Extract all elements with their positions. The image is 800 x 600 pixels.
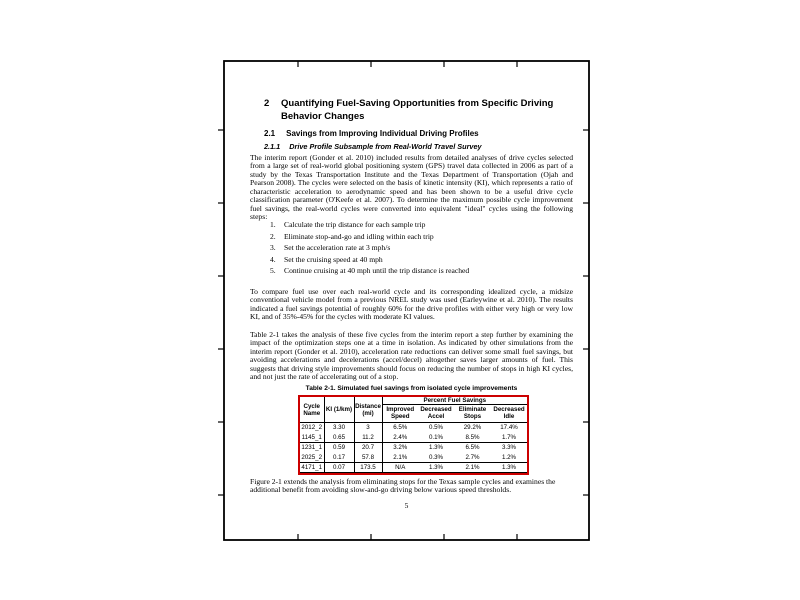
col-header-eliminate-stops: Eliminate Stops xyxy=(458,406,487,420)
subsubsection-number: 2.1.1 xyxy=(264,142,281,151)
subsection-number: 2.1 xyxy=(264,129,276,138)
table-caption: Table 2-1. Simulated fuel savings from isolated cycle improvements xyxy=(305,385,518,392)
list-item: 5. Continue cruising at 40 mph until the trip distance is reached xyxy=(270,266,470,276)
report-page xyxy=(224,61,589,540)
list-item: 4. Set the cruising speed at 40 mph xyxy=(270,254,383,264)
col-header-decreased-accel: Decreased Accel xyxy=(420,406,452,420)
paragraph-intro: The interim report (Gonder et al. 2010) included results from detailed analyses of drive cycles selected from a large set of real-world global positioning system (GPS) travel data collected in 2006 as part of a study by the Texas Transportation Institute and the Texas Department of Transportation (Ojah and Pearson 2008). The cycles were selected on the basis of kinetic intensity (KI), which represents a ratio of characteristic acceleration to aerodynamic speed and has been shown to be a useful drive cycle classification parameter (O'Keefe et al. 2007). To determine the maximum possible cycle improvement fuel savings, the real-world cycles were converted into equivalent "ideal" cycles using the following steps: xyxy=(250,153,573,222)
section-title: Quantifying Fuel-Saving Opportunities from Specific Driving Behavior Changes xyxy=(281,98,554,122)
table-row: 1145_1 0.65 11.2 2.4% 0.1% 8.5% 1.7% xyxy=(301,433,517,441)
subsubsection-title: Drive Profile Subsample from Real-World Travel Survey xyxy=(289,142,482,151)
paragraph-simulation: To compare fuel use over each real-world cycle and its corresponding idealized cycle, a midsize conventional vehicle model from a previous NREL study was used (Earleywine et al. 2010). The results indicated a fuel savings potential of roughly 60% for the drive profiles with either very high or very low KI, and of 35%-45% for the cycles with moderate KI values. xyxy=(250,287,573,322)
section-number: 2 xyxy=(264,98,270,109)
table-row: 2012_2 3.30 3 6.5% 0.5% 29.2% 17.4% xyxy=(300,423,527,433)
col-header-group: Percent Fuel Savings xyxy=(382,397,527,405)
subsection-title: Savings from Improving Individual Driving Profiles xyxy=(286,129,479,138)
page-content xyxy=(224,61,589,540)
subsection-heading xyxy=(264,129,479,138)
list-item: 3. Set the acceleration rate at 3 mph/s xyxy=(270,243,391,253)
subsubsection-heading xyxy=(264,142,482,151)
col-header-distance: Distance (mi) xyxy=(354,397,382,423)
table-row: 4171_1 0.07 173.5 N/A 1.3% 2.1% 1.3% xyxy=(300,463,527,473)
list-item: 2. Eliminate stop-and-go and idling within each trip xyxy=(270,231,434,241)
section-heading xyxy=(264,98,553,123)
list-item: 1. Calculate the trip distance for each sample trip xyxy=(270,220,426,229)
col-header-ki: KI (1/km) xyxy=(324,397,354,423)
fuel-savings-table xyxy=(298,395,529,475)
page-number: 5 xyxy=(404,501,409,510)
col-header-decreased-idle: Decreased Idle xyxy=(493,406,525,420)
paragraph-table-discussion: Table 2-1 takes the analysis of these five cycles from the interim report a step further by examining the impact of the optimization steps one at a time in isolation. As indicated by other simulations from the interim report (Gonder et al. 2010), acceleration rate reductions can deliver some small fuel savings, but avoiding accelerations and decelerations (accel/decel) altogether saves larger amounts of fuel. This suggests that driving style improvements should focus on reducing the number of stops in high KI cycles, and not just the rate of accelerating out of a stop. xyxy=(250,330,573,382)
numbered-list xyxy=(270,220,469,278)
table-row: 2025_2 0.17 57.8 2.1% 0.3% 2.7% 1.2% xyxy=(301,453,517,461)
col-header-improved-speed: Improved Speed xyxy=(386,406,415,420)
table-row: 1231_1 0.59 20.7 3.2% 1.3% 6.5% 3.3% xyxy=(300,443,527,453)
col-header-cycle: Cycle Name xyxy=(300,397,324,423)
paragraph-figure-reference: Figure 2-1 extends the analysis from eliminating stops for the Texas sample cycles and examines the additional benefit from avoiding slow-and-go driving below various speed thresholds. xyxy=(250,477,556,495)
